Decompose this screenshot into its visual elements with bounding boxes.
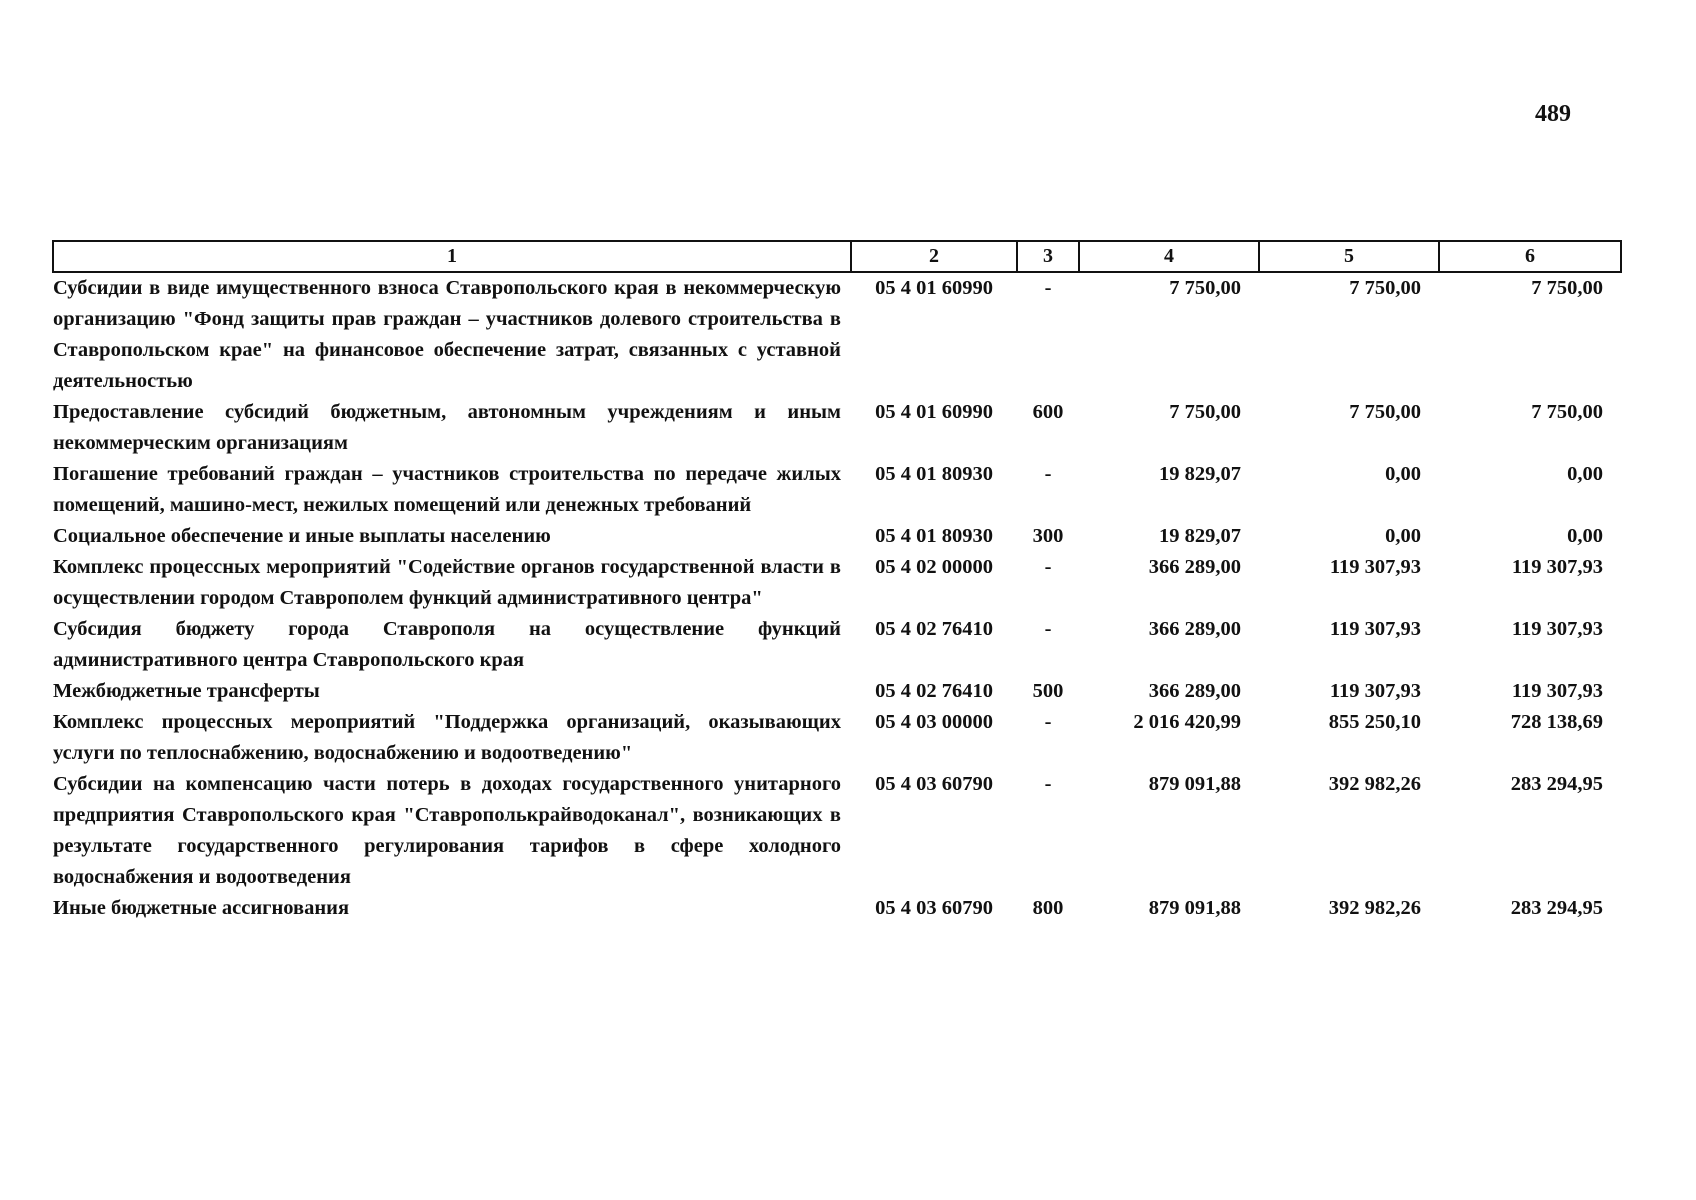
target-code: 05 4 02 76410 — [875, 618, 993, 640]
target-code: 05 4 03 00000 — [875, 711, 993, 733]
expense-type: 800 — [1032, 897, 1064, 919]
table-row — [53, 676, 1621, 707]
column-header: 6 — [1439, 241, 1621, 272]
amount-col6: 119 307,93 — [1511, 618, 1603, 640]
item-name: Субсидии на компенсацию части потерь в доходах государственного унитарного предприятия Ставропольского края "Ставрополькрайводоканал", возникающих в результате государственного регулирования тарифов в сфере холодного водоснабжения и водоотведения — [53, 773, 841, 888]
amount-col5: 119 307,93 — [1329, 556, 1421, 578]
amount-col4: 366 289,00 — [1148, 618, 1241, 640]
table-row — [53, 272, 1621, 397]
expense-type: - — [1044, 277, 1052, 299]
expense-type: 600 — [1032, 401, 1064, 423]
expense-type: - — [1044, 618, 1052, 640]
table-row — [53, 397, 1621, 459]
amount-col5: 7 750,00 — [1349, 401, 1421, 423]
target-code: 05 4 01 60990 — [875, 401, 993, 423]
expense-type: 500 — [1032, 680, 1064, 702]
item-name: Межбюджетные трансферты — [53, 680, 320, 702]
column-header: 3 — [1017, 241, 1079, 272]
expense-type: - — [1044, 556, 1052, 578]
table-row — [53, 893, 1621, 924]
amount-col5: 392 982,26 — [1328, 773, 1421, 795]
amount-col6: 283 294,95 — [1510, 773, 1603, 795]
amount-col6: 119 307,93 — [1511, 680, 1603, 702]
item-name: Погашение требований граждан – участников строительства по передаче жилых помещений, машино-мест, нежилых помещений или денежных требований — [53, 463, 841, 516]
amount-col4: 879 091,88 — [1148, 773, 1241, 795]
table-header — [53, 241, 1621, 272]
column-header: 5 — [1259, 241, 1439, 272]
target-code: 05 4 03 60790 — [875, 773, 993, 795]
amount-col4: 7 750,00 — [1169, 401, 1241, 423]
amount-col6: 7 750,00 — [1531, 401, 1603, 423]
column-header: 1 — [53, 241, 851, 272]
table-body — [53, 272, 1621, 924]
item-name: Иные бюджетные ассигнования — [53, 897, 350, 919]
amount-col5: 119 307,93 — [1329, 680, 1421, 702]
amount-col4: 19 829,07 — [1159, 525, 1241, 547]
target-code: 05 4 02 76410 — [875, 680, 993, 702]
target-code: 05 4 01 80930 — [875, 463, 993, 485]
amount-col6: 728 138,69 — [1510, 711, 1603, 733]
item-name: Субсидии в виде имущественного взноса Ставропольского края в некоммерческую организацию "Фонд защиты прав граждан – участников долевого строительства в Ставропольском крае" на финансовое обеспечение затрат, связанных с уставной деятельностью — [53, 277, 841, 392]
budget-table — [52, 240, 1622, 924]
amount-col5: 119 307,93 — [1329, 618, 1421, 640]
amount-col5: 392 982,26 — [1328, 897, 1421, 919]
target-code: 05 4 01 60990 — [875, 277, 993, 299]
amount-col6: 283 294,95 — [1510, 897, 1603, 919]
amount-col5: 855 250,10 — [1328, 711, 1421, 733]
header-row — [53, 241, 1621, 272]
amount-col4: 7 750,00 — [1169, 277, 1241, 299]
amount-col6: 0,00 — [1567, 525, 1603, 547]
amount-col5: 0,00 — [1385, 463, 1421, 485]
amount-col5: 0,00 — [1385, 525, 1421, 547]
target-code: 05 4 02 00000 — [875, 556, 993, 578]
item-name: Предоставление субсидий бюджетным, автономным учреждениям и иным некоммерческим организациям — [53, 401, 841, 454]
expense-type: 300 — [1032, 525, 1064, 547]
table-row — [53, 769, 1621, 893]
table-row — [53, 614, 1621, 676]
amount-col5: 7 750,00 — [1349, 277, 1421, 299]
amount-col4: 2 016 420,99 — [1133, 711, 1241, 733]
expense-type: - — [1044, 463, 1052, 485]
amount-col6: 7 750,00 — [1531, 277, 1603, 299]
column-header: 2 — [851, 241, 1017, 272]
amount-col6: 0,00 — [1567, 463, 1603, 485]
amount-col4: 879 091,88 — [1148, 897, 1241, 919]
target-code: 05 4 01 80930 — [875, 525, 993, 547]
table-row — [53, 521, 1621, 552]
amount-col4: 19 829,07 — [1159, 463, 1241, 485]
target-code: 05 4 03 60790 — [875, 897, 993, 919]
table-row — [53, 459, 1621, 521]
amount-col4: 366 289,00 — [1148, 556, 1241, 578]
item-name: Субсидия бюджету города Ставрополя на осуществление функций административного центра Ставропольского края — [53, 618, 841, 671]
item-name: Комплекс процессных мероприятий "Содействие органов государственной власти в осуществлении городом Ставрополем функций административного центра" — [53, 556, 841, 609]
item-name: Социальное обеспечение и иные выплаты населению — [53, 525, 551, 547]
table-row — [53, 552, 1621, 614]
item-name: Комплекс процессных мероприятий "Поддержка организаций, оказывающих услуги по теплоснабжению, водоснабжению и водоотведению" — [53, 711, 841, 764]
table-row — [53, 707, 1621, 769]
page-number: 489 — [1535, 101, 1571, 127]
expense-type: - — [1044, 773, 1052, 795]
column-header: 4 — [1079, 241, 1259, 272]
amount-col6: 119 307,93 — [1511, 556, 1603, 578]
expense-type: - — [1044, 711, 1052, 733]
amount-col4: 366 289,00 — [1148, 680, 1241, 702]
